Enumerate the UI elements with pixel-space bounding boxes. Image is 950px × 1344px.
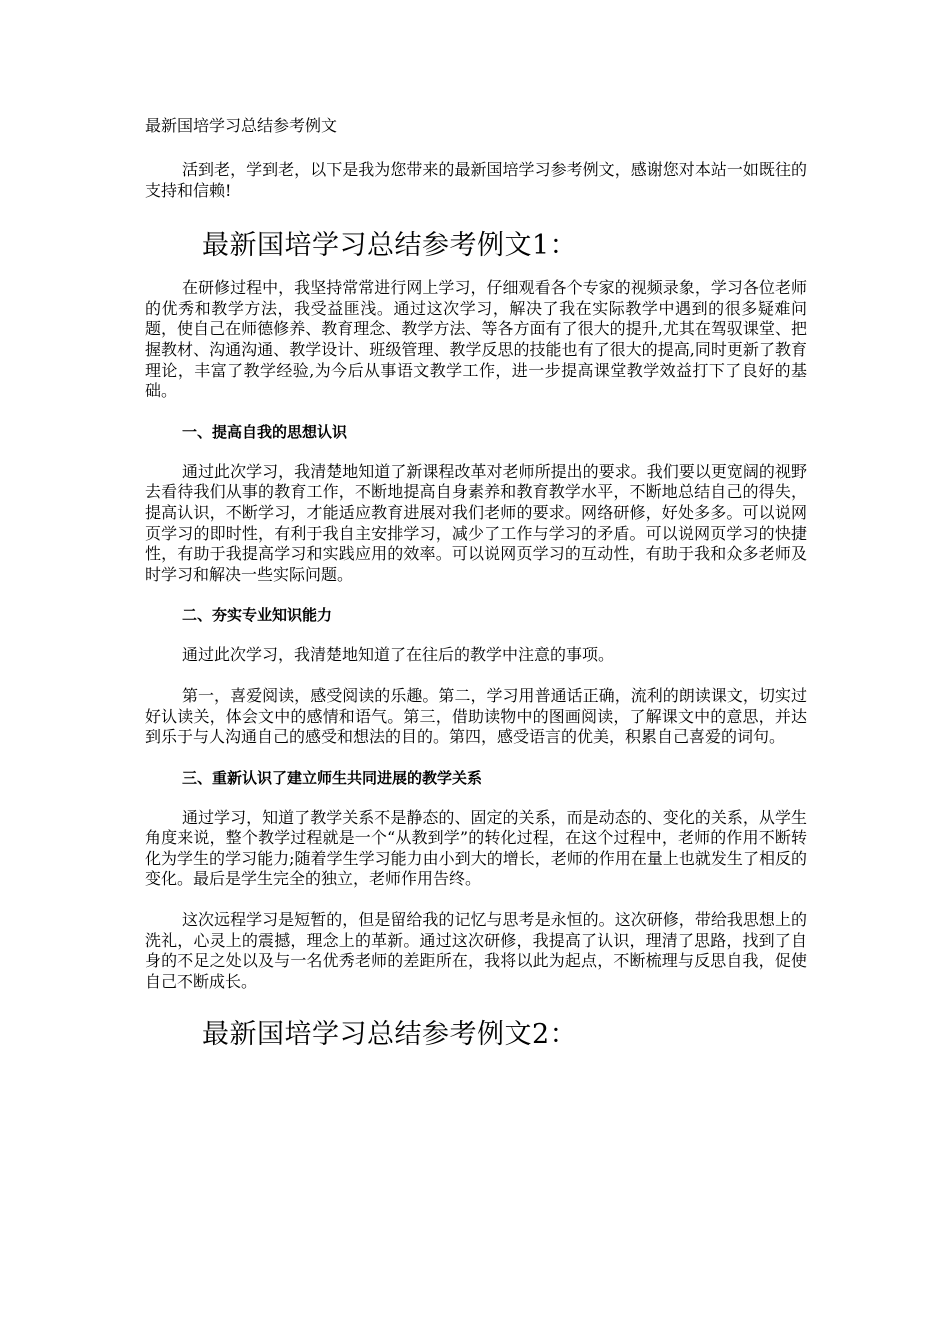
section-2-heading: 最新国培学习总结参考例文2： <box>202 1019 578 1051</box>
subheading-1: 一、提高自我的思想认识 <box>182 422 348 441</box>
section-1-paragraph-1: 在研修过程中，我坚持常常进行网上学习，仔细观看各个专家的视频录象，学习各位老师的优秀和教学方法，我受益匪浅。通过这次学习，解决了我在实际教学中遇到的很多疑难问题，使自己在师德修养、教育理念、教学方法、等各方面有了很大的提升,尤其在驾驭课堂、把握教材、沟通沟通、教学设计、班级管理、教学反思的技能也有了很大的提高,同时更新了教育理论，丰富了教学经验,为今后从事语文教学工作，进一步提高课堂教学效益打下了良好的基础。 <box>145 278 807 401</box>
section-1-paragraph-5: 通过学习，知道了教学关系不是静态的、固定的关系，而是动态的、变化的关系，从学生角度来说，整个教学过程就是一个“从教到学”的转化过程，在这个过程中，老师的作用不断转化为学生的学习能力;随着学生学习能力由小到大的增长，老师的作用在量上也就发生了相反的变化。最后是学生完全的独立，老师作用告终。 <box>145 807 807 889</box>
section-1-paragraph-4: 第一，喜爱阅读，感受阅读的乐趣。第二，学习用普通话正确，流利的朗读课文，切实过好认读关，体会文中的感情和语气。第三，借助读物中的图画阅读，了解课文中的意思，并达到乐于与人沟通自己的感受和想法的目的。第四，感受语言的优美，积累自己喜爱的词句。 <box>145 685 807 747</box>
section-1-paragraph-3: 通过此次学习，我清楚地知道了在往后的教学中注意的事项。 <box>182 645 615 665</box>
document-body <box>145 114 807 1052</box>
section-1-paragraph-6: 这次远程学习是短暂的，但是留给我的记忆与思考是永恒的。这次研修，带给我思想上的洗礼，心灵上的震撼，理念上的革新。通过这次研修，我提高了认识，理清了思路，找到了自身的不足之处以及与一名优秀老师的差距所在，我将以此为起点，不断梳理与反思自我，促使自己不断成长。 <box>145 910 807 991</box>
section-1-heading: 最新国培学习总结参考例文1： <box>202 230 578 262</box>
document-title: 最新国培学习总结参考例文 <box>145 116 338 135</box>
subheading-2: 二、夯实专业知识能力 <box>182 606 333 625</box>
intro-paragraph: 活到老，学到老，以下是我为您带来的最新国培学习参考例文，感谢您对本站一如既往的支持和信赖! <box>145 160 807 200</box>
subheading-3: 三、重新认识了建立师生共同进展的教学关系 <box>182 768 483 787</box>
section-1-paragraph-2: 通过此次学习，我清楚地知道了新课程改革对老师所提出的要求。我们要以更宽阔的视野去看待我们从事的教育工作，不断地提高自身素养和教育教学水平，不断地总结自己的得失，提高认识，不断学习，才能适应教育进展对我们老师的要求。网络研修，好处多多。可以说网页学习的即时性，有利于我自主安排学习，减少了工作与学习的矛盾。可以说网页学习的快捷性，有助于我提高学习和实践应用的效率。可以说网页学习的互动性，有助于我和众多老师及时学习和解决一些实际问题。 <box>145 461 807 584</box>
